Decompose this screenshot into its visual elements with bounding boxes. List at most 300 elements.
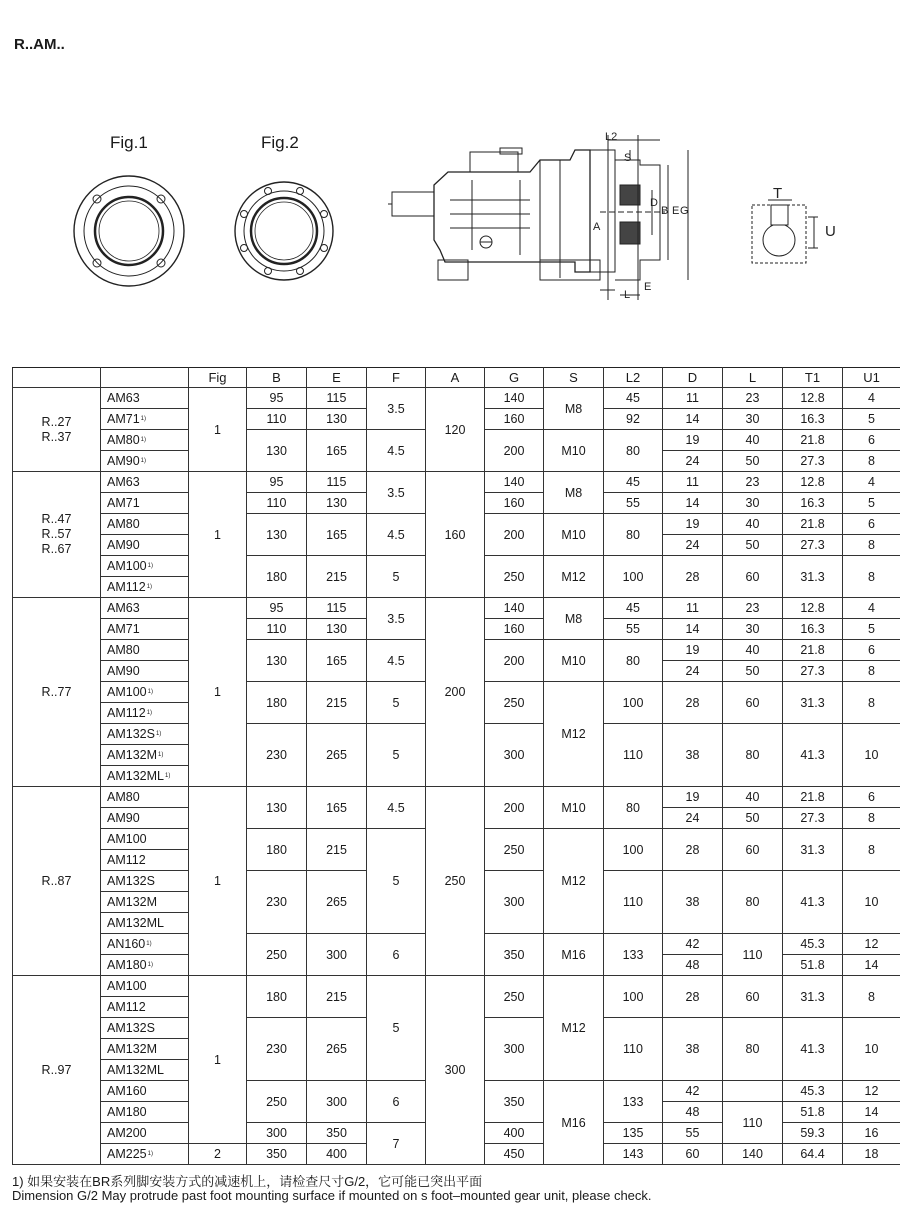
value-cell: 250	[485, 556, 544, 598]
dim-u-label: U	[825, 223, 836, 240]
value-cell: 5	[843, 409, 900, 430]
footnote-marker: 1)	[146, 941, 152, 947]
value-cell: 6	[843, 514, 900, 535]
value-cell: 30	[723, 493, 783, 514]
motor-cell	[101, 1102, 189, 1123]
value-cell: 200	[426, 598, 485, 787]
value-cell: 27.3	[783, 535, 843, 556]
series-cell	[13, 976, 101, 1165]
column-header: A	[426, 368, 485, 388]
column-header	[13, 368, 101, 388]
value-cell: 8	[843, 535, 900, 556]
motor-cell	[101, 808, 189, 829]
column-header: T1	[783, 368, 843, 388]
footnote-marker: 1)	[147, 689, 153, 695]
value-cell: 130	[247, 640, 307, 682]
value-cell: 133	[604, 934, 663, 976]
value-cell: 130	[307, 619, 367, 640]
value-cell: 250	[485, 682, 544, 724]
value-cell: 180	[247, 556, 307, 598]
value-cell: 42	[663, 934, 723, 955]
footnote-marker: 1)	[146, 584, 153, 590]
motor-cell	[101, 703, 189, 724]
value-cell: 6	[843, 640, 900, 661]
value-cell: 5	[367, 724, 426, 787]
motor-name: AM112	[107, 706, 146, 720]
motor-name: AM180	[107, 1105, 147, 1119]
value-cell: 14	[843, 1102, 900, 1123]
motor-cell	[101, 913, 189, 934]
value-cell: M12	[544, 829, 604, 934]
value-cell: 5	[843, 493, 900, 514]
value-cell: 265	[307, 724, 367, 787]
value-cell: 300	[426, 976, 485, 1165]
motor-cell	[101, 1081, 189, 1102]
value-cell: 300	[247, 1123, 307, 1144]
motor-name: AM132ML	[107, 769, 164, 783]
motor-cell	[101, 556, 189, 577]
motor-name: AM132ML	[107, 916, 164, 930]
motor-name: AM100	[107, 832, 147, 846]
value-cell: 8	[843, 661, 900, 682]
value-cell: 5	[367, 682, 426, 724]
value-cell: M10	[544, 640, 604, 682]
motor-cell	[101, 871, 189, 892]
motor-cell	[101, 682, 189, 703]
value-cell: 31.3	[783, 556, 843, 598]
column-header: L	[723, 368, 783, 388]
value-cell: 60	[723, 556, 783, 598]
keyway-detail-drawing	[752, 200, 818, 263]
value-cell: 95	[247, 598, 307, 619]
value-cell: 110	[247, 493, 307, 514]
value-cell: M12	[544, 556, 604, 598]
motor-name: AM112	[107, 1000, 146, 1014]
value-cell: 11	[663, 472, 723, 493]
value-cell: 215	[307, 556, 367, 598]
value-cell: 100	[604, 556, 663, 598]
value-cell: 30	[723, 619, 783, 640]
motor-name: AM71	[107, 622, 140, 636]
value-cell: 23	[723, 472, 783, 493]
motor-cell	[101, 1123, 189, 1144]
series-label: R..77	[41, 684, 72, 699]
value-cell: 60	[663, 1144, 723, 1165]
value-cell: 6	[367, 1081, 426, 1123]
fig1-flange-drawing	[74, 176, 184, 286]
value-cell: 59.3	[783, 1123, 843, 1144]
value-cell: 100	[604, 829, 663, 871]
motor-cell	[101, 661, 189, 682]
value-cell: 8	[843, 682, 900, 724]
value-cell: 24	[663, 535, 723, 556]
value-cell: 110	[247, 619, 307, 640]
value-cell: 45.3	[783, 934, 843, 955]
value-cell: 40	[723, 640, 783, 661]
value-cell: 8	[843, 808, 900, 829]
value-cell: 215	[307, 976, 367, 1018]
footnote-marker: 1)	[147, 563, 153, 569]
column-header: U1	[843, 368, 900, 388]
value-cell: 350	[485, 1081, 544, 1123]
motor-cell	[101, 829, 189, 850]
value-cell: 6	[367, 934, 426, 976]
column-header: G	[485, 368, 544, 388]
value-cell: 11	[663, 388, 723, 409]
value-cell: 4	[843, 388, 900, 409]
value-cell: 3.5	[367, 472, 426, 514]
series-label: R..97	[41, 1062, 72, 1077]
value-cell: 80	[604, 514, 663, 556]
gear-unit-drawing	[388, 135, 688, 300]
dim-a-label: A	[593, 221, 601, 233]
value-cell: 14	[843, 955, 900, 976]
value-cell: 180	[247, 682, 307, 724]
value-cell: 51.8	[783, 1102, 843, 1123]
motor-name: AM80	[107, 433, 140, 447]
value-cell: 11	[663, 598, 723, 619]
value-cell: 165	[307, 514, 367, 556]
motor-name: AM132M	[107, 895, 158, 909]
value-cell: 6	[843, 430, 900, 451]
motor-name: AN160	[107, 937, 146, 951]
value-cell: 60	[723, 682, 783, 724]
value-cell: 19	[663, 787, 723, 808]
value-cell: 4.5	[367, 640, 426, 682]
motor-cell	[101, 640, 189, 661]
table-row	[13, 388, 900, 409]
value-cell: 130	[307, 409, 367, 430]
value-cell: M8	[544, 598, 604, 640]
value-cell: 80	[604, 430, 663, 472]
motor-name: AM63	[107, 391, 140, 405]
series-label: R..27	[41, 414, 72, 429]
value-cell: 230	[247, 724, 307, 787]
motor-cell	[101, 577, 189, 598]
motor-cell	[101, 997, 189, 1018]
motor-name: AM90	[107, 454, 140, 468]
value-cell: 265	[307, 1018, 367, 1081]
value-cell: 5	[367, 976, 426, 1081]
series-cell	[13, 787, 101, 976]
value-cell: 21.8	[783, 640, 843, 661]
value-cell: 7	[367, 1123, 426, 1165]
value-cell: 40	[723, 430, 783, 451]
value-cell: 48	[663, 955, 723, 976]
motor-name: AM100	[107, 979, 147, 993]
column-header: L2	[604, 368, 663, 388]
value-cell: 55	[604, 619, 663, 640]
value-cell: 10	[843, 1018, 900, 1081]
value-cell: 80	[723, 724, 783, 787]
value-cell: 4	[843, 598, 900, 619]
value-cell: 12.8	[783, 388, 843, 409]
footnote-marker: 1)	[155, 731, 162, 737]
value-cell: M16	[544, 1081, 604, 1165]
value-cell: 133	[604, 1081, 663, 1123]
value-cell: 18	[843, 1144, 900, 1165]
motor-name: AM160	[107, 1084, 147, 1098]
dim-e2-label: E	[644, 281, 652, 293]
motor-cell	[101, 745, 189, 766]
value-cell: 110	[723, 934, 783, 976]
value-cell: 28	[663, 682, 723, 724]
motor-name: AM225	[107, 1147, 147, 1161]
value-cell: 140	[723, 1144, 783, 1165]
motor-name: AM90	[107, 664, 140, 678]
dim-l2-label: L2	[605, 131, 618, 143]
series-label: R..87	[41, 873, 72, 888]
value-cell: 5	[367, 829, 426, 934]
value-cell: 8	[843, 976, 900, 1018]
value-cell: 160	[485, 493, 544, 514]
value-cell: 31.3	[783, 976, 843, 1018]
value-cell: 160	[426, 472, 485, 598]
value-cell: 80	[604, 640, 663, 682]
value-cell: 250	[247, 1081, 307, 1123]
value-cell: 45	[604, 388, 663, 409]
column-header: F	[367, 368, 426, 388]
value-cell: 140	[485, 472, 544, 493]
value-cell: 110	[247, 409, 307, 430]
table-row	[13, 472, 900, 493]
value-cell: 40	[723, 787, 783, 808]
motor-name: AM200	[107, 1126, 147, 1140]
value-cell: 8	[843, 829, 900, 871]
value-cell: 200	[485, 430, 544, 472]
value-cell: M12	[544, 976, 604, 1081]
dim-d-label: D	[650, 197, 658, 209]
value-cell: 55	[663, 1123, 723, 1144]
value-cell: 19	[663, 430, 723, 451]
value-cell: 160	[485, 409, 544, 430]
value-cell: 180	[247, 976, 307, 1018]
footnote-marker: 1)	[164, 773, 171, 779]
value-cell: 110	[604, 724, 663, 787]
footnote-marker: 1)	[147, 1151, 153, 1157]
value-cell: 200	[485, 514, 544, 556]
motor-name: AM90	[107, 811, 140, 825]
motor-cell	[101, 598, 189, 619]
value-cell: 140	[485, 388, 544, 409]
motor-name: AM132ML	[107, 1063, 164, 1077]
value-cell: 80	[723, 1018, 783, 1081]
value-cell: 23	[723, 388, 783, 409]
motor-cell	[101, 1060, 189, 1081]
value-cell: 265	[307, 871, 367, 934]
value-cell: 31.3	[783, 682, 843, 724]
fig2-label: Fig.2	[261, 133, 299, 152]
value-cell: 24	[663, 661, 723, 682]
value-cell: M16	[544, 934, 604, 976]
value-cell: 80	[604, 787, 663, 829]
motor-name: AM100	[107, 685, 147, 699]
dim-t-label: T	[773, 185, 783, 202]
column-header: E	[307, 368, 367, 388]
value-cell	[723, 1081, 783, 1102]
motor-name: AM132S	[107, 874, 155, 888]
value-cell: 14	[663, 409, 723, 430]
value-cell: M10	[544, 787, 604, 829]
value-cell: 300	[307, 1081, 367, 1123]
value-cell: 250	[426, 787, 485, 976]
fig2-flange-drawing	[235, 182, 333, 280]
value-cell: 1	[189, 472, 247, 598]
value-cell: 8	[843, 451, 900, 472]
value-cell: 130	[247, 514, 307, 556]
column-header: Fig	[189, 368, 247, 388]
fig1-label: Fig.1	[110, 133, 148, 152]
value-cell: 50	[723, 451, 783, 472]
value-cell: 38	[663, 724, 723, 787]
motor-cell	[101, 619, 189, 640]
series-label: R..37	[41, 429, 72, 444]
value-cell: 1	[189, 787, 247, 976]
series-label: R..57	[41, 527, 72, 541]
motor-name: AM90	[107, 538, 140, 552]
value-cell: 100	[604, 976, 663, 1018]
value-cell: 16.3	[783, 409, 843, 430]
value-cell: 45	[604, 598, 663, 619]
value-cell: 51.8	[783, 955, 843, 976]
value-cell: 80	[723, 871, 783, 934]
value-cell: 30	[723, 409, 783, 430]
value-cell: 400	[307, 1144, 367, 1165]
table-row	[13, 976, 900, 997]
value-cell: 250	[485, 976, 544, 1018]
motor-cell	[101, 724, 189, 745]
value-cell: 50	[723, 535, 783, 556]
motor-cell	[101, 388, 189, 409]
footnote-marker: 1)	[140, 437, 146, 443]
value-cell: 4.5	[367, 430, 426, 472]
motor-cell	[101, 514, 189, 535]
value-cell: M8	[544, 472, 604, 514]
value-cell: 16	[843, 1123, 900, 1144]
motor-cell	[101, 535, 189, 556]
value-cell: 45	[604, 472, 663, 493]
value-cell: 300	[485, 724, 544, 787]
value-cell: 120	[426, 388, 485, 472]
motor-cell	[101, 787, 189, 808]
value-cell: 12	[843, 934, 900, 955]
value-cell: 12	[843, 1081, 900, 1102]
value-cell: 1	[189, 976, 247, 1144]
value-cell: 24	[663, 808, 723, 829]
value-cell: 4.5	[367, 787, 426, 829]
motor-cell	[101, 955, 189, 976]
table-row	[13, 787, 900, 808]
value-cell: 300	[307, 934, 367, 976]
series-cell	[13, 388, 101, 472]
value-cell: 60	[723, 976, 783, 1018]
motor-name: AM112	[107, 580, 146, 594]
page-title: R..AM..	[14, 36, 65, 53]
value-cell: 28	[663, 829, 723, 871]
value-cell: 350	[247, 1144, 307, 1165]
value-cell: 92	[604, 409, 663, 430]
footnote-marker: 1)	[140, 458, 146, 464]
value-cell: 5	[843, 619, 900, 640]
value-cell: 180	[247, 829, 307, 871]
value-cell: 110	[723, 1102, 783, 1144]
value-cell: 100	[604, 682, 663, 724]
value-cell: 95	[247, 472, 307, 493]
footnote-marker: 1)	[147, 962, 153, 968]
value-cell: 64.4	[783, 1144, 843, 1165]
value-cell: 200	[485, 787, 544, 829]
value-cell: 38	[663, 871, 723, 934]
value-cell: 1	[189, 598, 247, 787]
motor-name: AM80	[107, 643, 140, 657]
motor-cell	[101, 451, 189, 472]
series-label: R..67	[41, 542, 72, 556]
series-cell	[13, 472, 101, 598]
value-cell: 40	[723, 514, 783, 535]
value-cell: 50	[723, 661, 783, 682]
value-cell: 21.8	[783, 514, 843, 535]
technical-drawings	[0, 0, 900, 330]
value-cell: 60	[723, 829, 783, 871]
value-cell: 350	[307, 1123, 367, 1144]
dim-l-label: L	[624, 289, 631, 301]
motor-cell	[101, 430, 189, 451]
value-cell: 3.5	[367, 388, 426, 430]
table-header-row	[13, 368, 900, 388]
motor-cell	[101, 1018, 189, 1039]
value-cell: 2	[189, 1144, 247, 1165]
value-cell: 19	[663, 640, 723, 661]
value-cell: 115	[307, 472, 367, 493]
dimension-table	[12, 367, 900, 1165]
series-label: R..47	[41, 512, 72, 526]
value-cell: 450	[485, 1144, 544, 1165]
dim-s-label: S	[624, 152, 632, 164]
value-cell: 115	[307, 598, 367, 619]
value-cell: 165	[307, 787, 367, 829]
value-cell: 5	[367, 556, 426, 598]
value-cell: 12.8	[783, 472, 843, 493]
value-cell: 160	[485, 619, 544, 640]
motor-name: AM63	[107, 475, 140, 489]
value-cell: 19	[663, 514, 723, 535]
footnote-marker: 1)	[146, 710, 153, 716]
motor-cell	[101, 976, 189, 997]
value-cell: 12.8	[783, 598, 843, 619]
value-cell: 41.3	[783, 871, 843, 934]
footnote-chinese: 1) 如果安装在BR系列脚安装方式的减速机上，请检查尺寸G/2，它可能已突出平面	[12, 1174, 483, 1189]
motor-name: AM63	[107, 601, 140, 615]
value-cell: 165	[307, 430, 367, 472]
value-cell: 27.3	[783, 661, 843, 682]
table-row	[13, 598, 900, 619]
motor-name: AM132S	[107, 1021, 155, 1035]
motor-cell	[101, 493, 189, 514]
column-header	[101, 368, 189, 388]
motor-name: AM132S	[107, 727, 155, 741]
value-cell: 14	[663, 619, 723, 640]
value-cell: 27.3	[783, 451, 843, 472]
motor-name: AM132M	[107, 1042, 158, 1056]
value-cell: 21.8	[783, 430, 843, 451]
value-cell: M10	[544, 514, 604, 556]
dim-g-label: G	[680, 205, 689, 217]
value-cell: 165	[307, 640, 367, 682]
motor-name: AM100	[107, 559, 147, 573]
motor-name: AM132M	[107, 748, 158, 762]
value-cell: 130	[247, 430, 307, 472]
value-cell: 250	[247, 934, 307, 976]
